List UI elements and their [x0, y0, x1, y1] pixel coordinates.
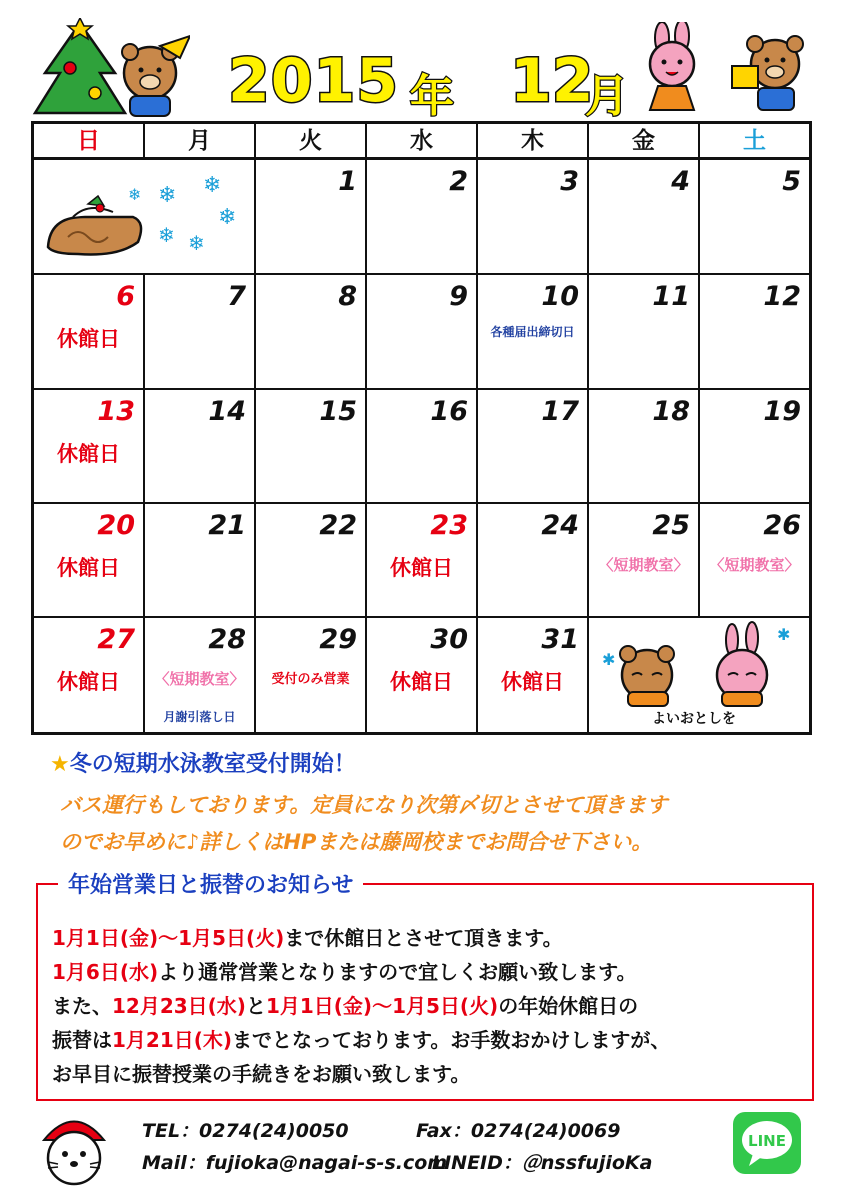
- day-number: 5: [782, 166, 801, 197]
- star-icon: ★: [50, 752, 70, 777]
- notice-text: また、: [52, 994, 112, 1018]
- day-number: 10: [541, 281, 579, 312]
- day-cell-21[interactable]: [145, 504, 256, 618]
- notice-text: までとなっております。お手数おかけしますが、: [232, 1028, 671, 1052]
- day-number: 2: [449, 166, 468, 197]
- santa-cat-icon: [34, 1108, 114, 1188]
- day-number: 30: [430, 624, 468, 655]
- day-number: 23: [430, 510, 468, 541]
- day-cell-11[interactable]: [589, 275, 700, 390]
- day-number: 14: [208, 396, 246, 427]
- notice-dates: 1月6日(水): [52, 960, 159, 984]
- short-class-label: 〈短期教室〉: [709, 556, 800, 574]
- yule-log-cake-icon: [38, 162, 248, 272]
- day-cell-15[interactable]: [256, 390, 367, 504]
- weekday-thu: 木: [478, 124, 589, 160]
- day-cell-26[interactable]: [700, 504, 809, 618]
- closed-label: 休館日: [501, 670, 564, 694]
- line-id-text: LINEID：＠nssfujioKa: [432, 1152, 653, 1174]
- day-cell-30[interactable]: [367, 618, 478, 732]
- notice-dates: 1月21日(木): [112, 1028, 233, 1052]
- day-cell-22[interactable]: [256, 504, 367, 618]
- short-class-label: 〈短期教室〉: [154, 670, 245, 688]
- day-cell-13[interactable]: [34, 390, 145, 504]
- calendar-grid: [31, 121, 812, 735]
- day-cell-5[interactable]: [700, 160, 809, 275]
- notice-dates: 1月1日(金)～1月5日(火): [52, 926, 285, 950]
- day-number: 11: [652, 281, 690, 312]
- fee-debit-label: 月謝引落し日: [163, 710, 236, 724]
- day-cell-16[interactable]: [367, 390, 478, 504]
- tel-text: TEL：0274(24)0050: [142, 1120, 349, 1142]
- line-logo-text: LINE: [748, 1132, 786, 1150]
- day-cell-12[interactable]: [700, 275, 809, 390]
- title-month: 12: [510, 46, 594, 116]
- closed-label: 休館日: [390, 670, 453, 694]
- closed-label: 休館日: [57, 670, 120, 694]
- notice-line-3: [52, 990, 638, 1019]
- snowflake-icon: ❄: [188, 231, 205, 255]
- snowflake-icon: ❄: [203, 173, 222, 198]
- fax-text: Fax：0274(24)0069: [416, 1120, 621, 1142]
- day-cell-29[interactable]: [256, 618, 367, 732]
- day-cell-28[interactable]: [145, 618, 256, 732]
- day-cell-10[interactable]: [478, 275, 589, 390]
- closed-label: 休館日: [57, 327, 120, 351]
- weekday-tue: 火: [256, 124, 367, 160]
- notice-line-5: お早目に振替授業の手続きをお願い致します。: [52, 1062, 471, 1086]
- announcement-line-1: バス運行もしております。定員になり次第〆切とさせて頂きます: [60, 793, 668, 817]
- title-month-kanji: 月: [585, 71, 629, 122]
- day-cell-20[interactable]: [34, 504, 145, 618]
- weekday-fri: 金: [589, 124, 700, 160]
- day-number: 22: [319, 510, 357, 541]
- day-cell-18[interactable]: [589, 390, 700, 504]
- notice-text: の年始休館日の: [498, 994, 639, 1018]
- weekday-wed: 水: [367, 124, 478, 160]
- day-cell-25[interactable]: [589, 504, 700, 618]
- short-class-label: 〈短期教室〉: [598, 556, 689, 574]
- day-number: 19: [763, 396, 801, 427]
- day-cell-6[interactable]: [34, 275, 145, 390]
- day-cell-1[interactable]: [256, 160, 367, 275]
- closed-label: 休館日: [57, 442, 120, 466]
- day-number: 8: [338, 281, 357, 312]
- mail-text: Mail：fujioka@nagai-s-s.com: [142, 1152, 448, 1174]
- greeting-text: よいおとしを: [652, 711, 736, 727]
- day-cell-19[interactable]: [700, 390, 809, 504]
- day-number: 21: [208, 510, 246, 541]
- announcement-headline: [50, 747, 356, 778]
- snowflake-icon: ❄: [218, 205, 237, 230]
- day-cell-9[interactable]: [367, 275, 478, 390]
- reception-only-label: 受付のみ営業: [271, 672, 350, 687]
- line-logo-icon: [733, 1112, 801, 1174]
- day-number: 28: [208, 624, 246, 655]
- christmas-tree-bear-icon: [30, 18, 190, 118]
- day-cell-3[interactable]: [478, 160, 589, 275]
- snowflake-icon: ❄: [158, 223, 175, 247]
- day-cell-23[interactable]: [367, 504, 478, 618]
- closed-label: 休館日: [57, 556, 120, 580]
- day-number: 13: [97, 396, 135, 427]
- day-cell-17[interactable]: [478, 390, 589, 504]
- day-number: 6: [116, 281, 135, 312]
- day-number: 16: [430, 396, 468, 427]
- title-year: 2015: [228, 46, 399, 116]
- day-number: 12: [763, 281, 801, 312]
- day-number: 20: [97, 510, 135, 541]
- day-number: 25: [652, 510, 690, 541]
- closed-label: 休館日: [390, 556, 453, 580]
- cake-illustration-cell: [34, 160, 256, 275]
- line-bubble-icon: [733, 1112, 801, 1174]
- announcement-line-2: のでお早めに♪詳しくはHPまたは藤岡校までお問合せ下さい。: [60, 830, 653, 854]
- day-number: 18: [652, 396, 690, 427]
- notice-line-4: [52, 1024, 670, 1053]
- snowflake-icon: ❄: [128, 185, 142, 204]
- day-number: 7: [227, 281, 246, 312]
- notice-text: 振替は: [52, 1028, 112, 1052]
- day-cell-7[interactable]: [145, 275, 256, 390]
- day-number: 31: [541, 624, 579, 655]
- notice-text: まで休館日とさせて頂きます。: [284, 926, 563, 950]
- day-cell-31[interactable]: [478, 618, 589, 732]
- day-cell-24[interactable]: [478, 504, 589, 618]
- day-number: 15: [319, 396, 357, 427]
- bear-rabbit-greeting-icon: [592, 620, 806, 730]
- day-cell-14[interactable]: [145, 390, 256, 504]
- weekday-sun: 日: [34, 124, 145, 160]
- day-number: 1: [338, 166, 357, 197]
- headline-text: 冬の短期水泳教室受付開始！: [69, 752, 356, 777]
- notice-line-2: [52, 956, 637, 985]
- svg-text:✱: ✱: [777, 625, 791, 644]
- notice-line-1: [52, 922, 563, 951]
- day-number: 3: [560, 166, 579, 197]
- title-year-kanji: 年: [410, 71, 454, 122]
- day-number: 4: [671, 166, 690, 197]
- day-number: 29: [319, 624, 357, 655]
- notice-dates: 12月23日(水): [112, 994, 246, 1018]
- svg-text:✱: ✱: [602, 650, 616, 669]
- rabbit-bear-icon: [640, 22, 820, 112]
- day-cell-4[interactable]: [589, 160, 700, 275]
- greeting-illustration-cell: [589, 618, 809, 732]
- weekday-mon: 月: [145, 124, 256, 160]
- day-number: 27: [97, 624, 135, 655]
- day-cell-2[interactable]: [367, 160, 478, 275]
- deadline-label: 各種届出締切日: [490, 325, 575, 339]
- notice-text: と: [245, 994, 266, 1018]
- day-cell-8[interactable]: [256, 275, 367, 390]
- day-number: 24: [541, 510, 579, 541]
- notice-text: より通常営業となりますので宜しくお願い致します。: [158, 960, 637, 984]
- day-cell-27[interactable]: [34, 618, 145, 732]
- day-number: 9: [449, 281, 468, 312]
- notice-title: 年始営業日と振替のお知らせ: [58, 868, 363, 899]
- day-number: 17: [541, 396, 579, 427]
- snowflake-icon: ❄: [158, 183, 177, 208]
- weekday-sat: 土: [700, 124, 809, 160]
- notice-dates: 1月1日(金)～1月5日(火): [265, 994, 499, 1018]
- day-number: 26: [763, 510, 801, 541]
